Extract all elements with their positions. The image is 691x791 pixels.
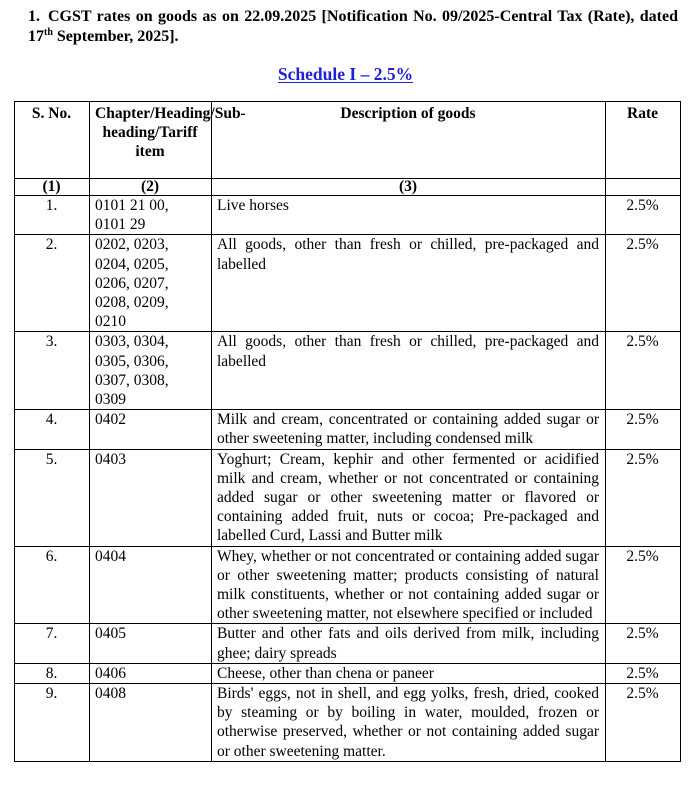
row-tariff-headings xyxy=(90,235,212,332)
row-description: Butter and other fats and oils derived from milk, including ghee; dairy spreads xyxy=(212,624,606,663)
row-rate: 2.5% xyxy=(606,624,681,663)
row-tariff-headings xyxy=(90,332,212,410)
column-number xyxy=(606,179,681,196)
table-row xyxy=(15,196,681,235)
tariff-heading: 0210 xyxy=(95,313,126,331)
row-description: All goods, other than fresh or chilled, pre-packaged and labelled xyxy=(212,235,606,332)
row-rate: 2.5% xyxy=(606,196,681,235)
table-row xyxy=(15,235,681,332)
table-row xyxy=(15,449,681,546)
row-serial-number: 8. xyxy=(15,663,90,683)
row-serial-number: 7. xyxy=(15,624,90,663)
heading-ordinal-suffix: th xyxy=(44,27,53,38)
row-rate: 2.5% xyxy=(606,410,681,449)
tariff-heading: 0202, 0203, xyxy=(95,236,169,254)
schedule-title[interactable]: Schedule I – 2.5% xyxy=(277,64,414,84)
row-serial-number: 1. xyxy=(15,196,90,235)
header-rate: Rate xyxy=(606,102,681,179)
row-tariff-headings xyxy=(90,624,212,663)
tariff-heading: 0208, 0209, xyxy=(95,294,169,312)
row-serial-number: 6. xyxy=(15,546,90,624)
heading-number: 1. xyxy=(28,8,40,25)
tariff-heading: 0406 xyxy=(95,664,126,682)
table-row xyxy=(15,663,681,683)
row-tariff-headings xyxy=(90,410,212,449)
column-number: (1) xyxy=(15,179,90,196)
row-tariff-headings xyxy=(90,546,212,624)
tariff-heading: 0101 29 xyxy=(95,216,146,234)
row-rate: 2.5% xyxy=(606,546,681,624)
heading-text-main: CGST rates on goods as on 22.09.2025 [Notification No. 09/2025-Central Tax (Rate), dated 17 xyxy=(28,8,678,45)
row-description: Birds' eggs, not in shell, and egg yolks, fresh, dried, cooked by steaming or by boiling in water, moulded, frozen or otherwise preserved, whether or not containing added sugar or other sweetening matter. xyxy=(212,684,606,762)
row-rate: 2.5% xyxy=(606,449,681,546)
row-tariff-headings xyxy=(90,196,212,235)
table-row xyxy=(15,546,681,624)
row-serial-number: 9. xyxy=(15,684,90,762)
header-chapter-heading: Chapter/Heading/Sub-heading/Tariff item xyxy=(90,102,212,179)
row-tariff-headings xyxy=(90,684,212,762)
row-description: Milk and cream, concentrated or containing added sugar or other sweetening matter, including condensed milk xyxy=(212,410,606,449)
row-description: Whey, whether or not concentrated or containing added sugar or other sweetening matter; products consisting of natural milk constituents, whether or not containing added sugar or other sweetening matter, not elsewhere specified or included xyxy=(212,546,606,624)
row-rate: 2.5% xyxy=(606,663,681,683)
row-serial-number: 5. xyxy=(15,449,90,546)
row-description: Live horses xyxy=(212,196,606,235)
tariff-heading: 0206, 0207, xyxy=(95,274,169,292)
table-row xyxy=(15,684,681,762)
row-rate: 2.5% xyxy=(606,332,681,410)
header-description: Description of goods xyxy=(212,102,606,179)
tariff-heading: 0403 xyxy=(95,450,126,468)
tariff-heading: 0307, 0308, xyxy=(95,371,169,389)
header-sno: S. No. xyxy=(15,102,90,179)
row-rate: 2.5% xyxy=(606,684,681,762)
row-serial-number: 2. xyxy=(15,235,90,332)
column-number: (3) xyxy=(212,179,606,196)
rates-table xyxy=(14,101,681,762)
row-rate: 2.5% xyxy=(606,235,681,332)
table-header-row xyxy=(15,102,681,179)
heading-text-tail: September, 2025]. xyxy=(52,28,179,45)
row-description: Yoghurt; Cream, kephir and other fermented or acidified milk and cream, whether or not concentrated or containing added sugar or other sweetening matter or flavored or containing added fruit, nuts or cocoa; Pre-packaged and labelled Curd, Lassi and Butter milk xyxy=(212,449,606,546)
tariff-heading: 0402 xyxy=(95,411,126,429)
table-row xyxy=(15,332,681,410)
row-serial-number: 4. xyxy=(15,410,90,449)
column-number: (2) xyxy=(90,179,212,196)
tariff-heading: 0404 xyxy=(95,547,126,565)
table-body xyxy=(15,196,681,762)
tariff-heading: 0309 xyxy=(95,391,126,409)
row-serial-number: 3. xyxy=(15,332,90,410)
notification-heading xyxy=(28,7,678,47)
tariff-heading: 0101 21 00, xyxy=(95,197,169,214)
tariff-heading: 0303, 0304, xyxy=(95,333,169,351)
row-tariff-headings xyxy=(90,663,212,683)
row-tariff-headings xyxy=(90,449,212,546)
column-number-row xyxy=(15,179,681,196)
row-description: Cheese, other than chena or paneer xyxy=(212,663,606,683)
tariff-heading: 0204, 0205, xyxy=(95,255,169,273)
tariff-heading: 0408 xyxy=(95,685,126,703)
table-row xyxy=(15,410,681,449)
table-row xyxy=(15,624,681,663)
row-description: All goods, other than fresh or chilled, pre-packaged and labelled xyxy=(212,332,606,410)
tariff-heading: 0305, 0306, xyxy=(95,352,169,370)
tariff-heading: 0405 xyxy=(95,625,126,643)
